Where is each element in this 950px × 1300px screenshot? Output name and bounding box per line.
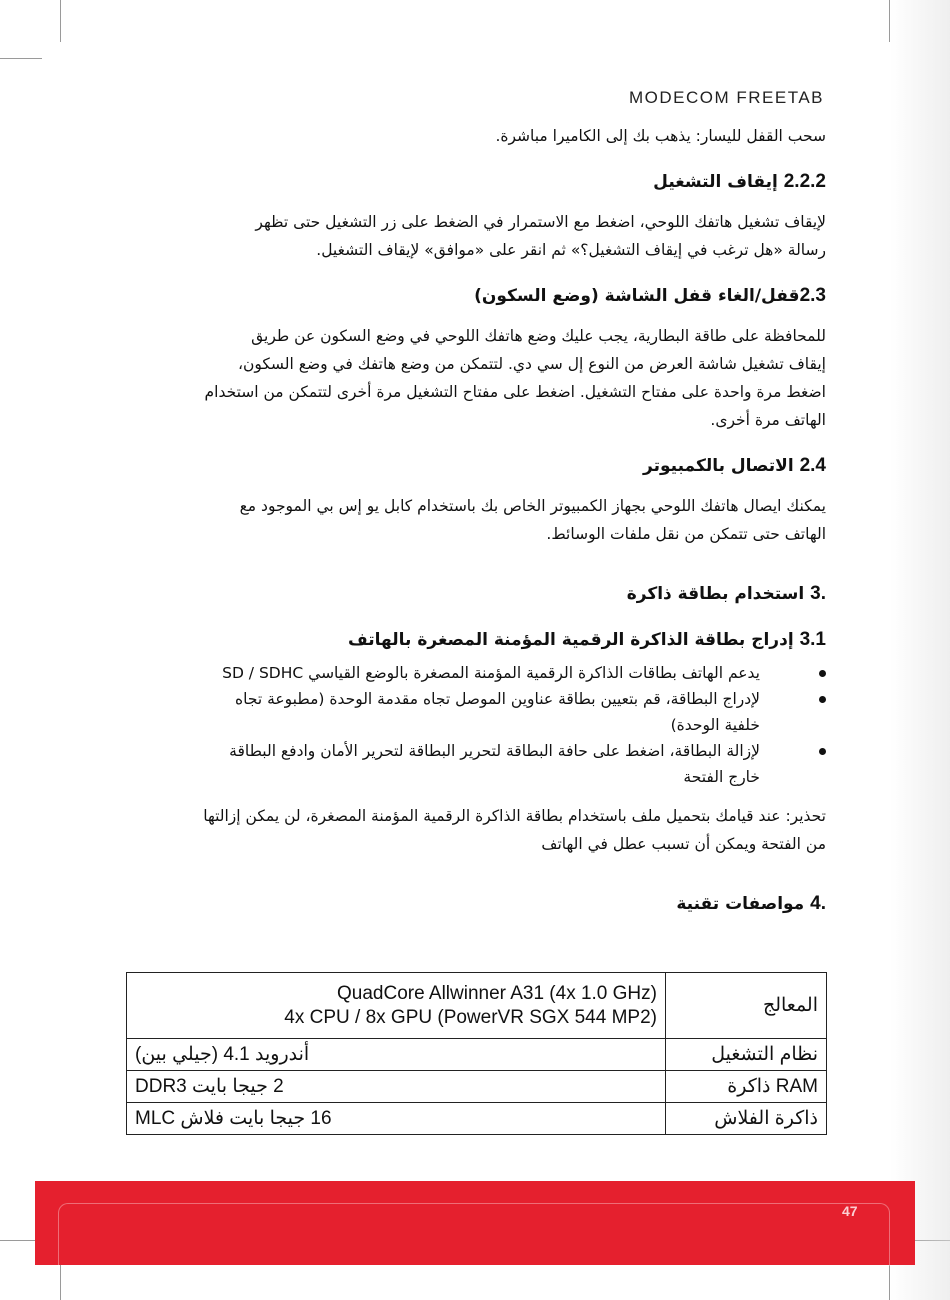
spec-value xyxy=(127,1103,666,1135)
heading-4 xyxy=(126,890,826,918)
paragraph-sleep-mode xyxy=(126,322,826,434)
table-row xyxy=(127,973,827,1039)
spec-label: المعالج xyxy=(666,973,827,1039)
text-line: QuadCore Allwinner A31 (4x 1.0 GHz) xyxy=(337,982,657,1004)
heading-number: 2.3 xyxy=(799,285,826,306)
heading-text: استخدام بطاقة ذاكرة xyxy=(626,584,805,604)
heading-2-4 xyxy=(126,452,826,480)
page-header-brand: MODECOM FREETAB xyxy=(628,88,824,107)
spec-label: ذاكرة الفلاش xyxy=(666,1103,827,1135)
heading-number: 3.1 xyxy=(799,629,826,650)
table-row xyxy=(127,1103,827,1135)
spec-value xyxy=(127,973,666,1039)
text-line: يمكنك ايصال هاتفك اللوحي بجهاز الكمبيوتر الخاص بك باستخدام كابل يو إس بي الموجود مع xyxy=(239,497,826,515)
text-line: رسالة «هل ترغب في إيقاف التشغيل؟» ثم انقر على «موافق» لإيقاف التشغيل. xyxy=(316,241,826,259)
text-line: من الفتحة ويمكن أن تسبب عطل في الهاتف xyxy=(541,835,826,853)
spec-value xyxy=(127,1071,666,1103)
heading-text: إدراج بطاقة الذاكرة الرقمية المؤمنة المصغرة بالهاتف xyxy=(348,630,794,650)
heading-number: 2.2.2 xyxy=(783,171,826,192)
text-line: 4x CPU / 8x GPU (PowerVR SGX 544 MP2) xyxy=(284,1006,657,1028)
bullet-icon xyxy=(819,696,826,703)
heading-2-2-2 xyxy=(126,168,826,196)
heading-text: مواصفات تقنية xyxy=(676,894,805,914)
table-row xyxy=(127,1071,827,1103)
heading-3 xyxy=(126,580,826,608)
text-line: 16 جيجا بايت فلاش MLC xyxy=(135,1107,332,1129)
text-line: الهاتف حتى تتمكن من نقل ملفات الوسائط. xyxy=(546,525,826,543)
heading-number: .4 xyxy=(810,893,826,914)
heading-3-1 xyxy=(126,626,826,654)
list-item xyxy=(126,738,826,790)
spec-label: RAM ذاكرة xyxy=(666,1071,827,1103)
text-line: أندرويد 4.1 (جيلي بين) xyxy=(135,1043,310,1065)
paragraph-power-off xyxy=(126,208,826,264)
text-line: للمحافظة على طاقة البطارية، يجب عليك وضع هاتفك اللوحي في وضع السكون عن طريق xyxy=(251,327,826,345)
spec-label: نظام التشغيل xyxy=(666,1039,827,1071)
table-row xyxy=(127,1039,827,1071)
page-number: 47 xyxy=(842,1203,858,1219)
heading-number: .3 xyxy=(810,583,826,604)
text-line: لإيقاف تشغيل هاتفك اللوحي، اضغط مع الاستمرار في الضغط على زر التشغيل حتى تظهر xyxy=(255,213,826,231)
crop-mark xyxy=(0,58,42,59)
text-line: يدعم الهاتف بطاقات الذاكرة الرقمية المؤمنة المصغرة بالوضع القياسي SD / SDHC xyxy=(222,664,760,682)
memory-card-bullets xyxy=(126,660,826,790)
spec-value xyxy=(127,1039,666,1071)
text-line: اضغط مرة واحدة على مفتاح التشغيل. اضغط على مفتاح التشغيل مرة أخرى لتتمكن من استخدام xyxy=(204,383,826,401)
text-line: 2 جيجا بايت DDR3 xyxy=(135,1075,284,1097)
list-item xyxy=(126,660,826,686)
specifications-table xyxy=(126,972,827,1135)
paragraph-unlock-left: سحب القفل لليسار: يذهب بك إلى الكاميرا مباشرة. xyxy=(495,127,826,145)
paragraph-warning xyxy=(126,802,826,858)
document-body xyxy=(126,122,826,918)
bullet-icon xyxy=(819,670,826,677)
text-line: لإزالة البطاقة، اضغط على حافة البطاقة لتحرير البطاقة لتحرير الأمان وادفع البطاقة xyxy=(229,742,760,760)
crop-mark xyxy=(60,0,61,42)
heading-text: قفل/الغاء قفل الشاشة (وضع السكون) xyxy=(474,286,800,306)
text-line: الهاتف مرة أخرى. xyxy=(710,411,826,429)
heading-text: إيقاف التشغيل xyxy=(653,172,778,192)
text-line: تحذير: عند قيامك بتحميل ملف باستخدام بطاقة الذاكرة الرقمية المؤمنة المصغرة، لن يمكن إزالتها xyxy=(203,807,826,825)
text-line: لإدراج البطاقة، قم بتعيين بطاقة عناوين الموصل تجاه مقدمة الوحدة (مطبوعة تجاه xyxy=(235,690,760,708)
heading-text: الاتصال بالكمبيوتر xyxy=(643,456,794,476)
footer-tab-outline xyxy=(58,1203,890,1266)
heading-number: 2.4 xyxy=(799,455,826,476)
paragraph-computer-connection xyxy=(126,492,826,548)
text-line: إيقاف تشغيل شاشة العرض من النوع إل سي دي. لتتمكن من وضع هاتفك في وضع السكون، xyxy=(237,355,826,373)
page-edge-shadow xyxy=(890,0,950,1300)
heading-2-3 xyxy=(126,282,826,310)
text-line: خارج الفتحة xyxy=(683,768,760,786)
text-line: خلفية الوحدة) xyxy=(670,716,760,734)
bullet-icon xyxy=(819,748,826,755)
list-item xyxy=(126,686,826,738)
